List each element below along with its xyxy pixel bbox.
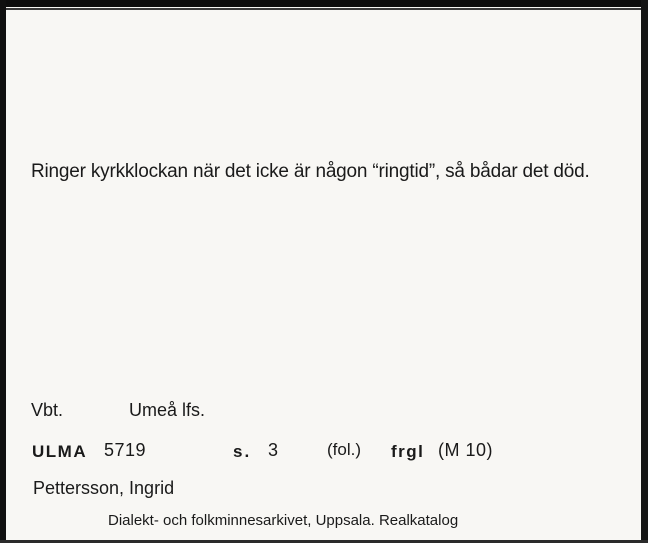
card-top-rule	[0, 8, 648, 10]
card-right-border	[641, 0, 648, 543]
frgl-value: (M 10)	[438, 440, 494, 460]
card-body-text: Ringer kyrkklockan när det icke är någon “ringtid”, så bådar det död.	[31, 161, 590, 182]
place-name: Umeå lfs.	[129, 400, 206, 420]
ulma-label: ULMA	[32, 442, 88, 461]
page-number: 3	[268, 440, 279, 460]
archive-footer: Dialekt- och folkminnesarkivet, Uppsala. Realkatalog	[108, 512, 459, 529]
folio-note: (fol.)	[327, 440, 361, 459]
card-top-border	[0, 0, 648, 7]
author-name: Pettersson, Ingrid	[33, 478, 175, 498]
ulma-number: 5719	[104, 440, 147, 460]
vbt-label: Vbt.	[31, 400, 64, 420]
page-label: s.	[233, 442, 252, 461]
card-left-border	[0, 0, 6, 543]
frgl-label: frgl	[391, 442, 425, 461]
